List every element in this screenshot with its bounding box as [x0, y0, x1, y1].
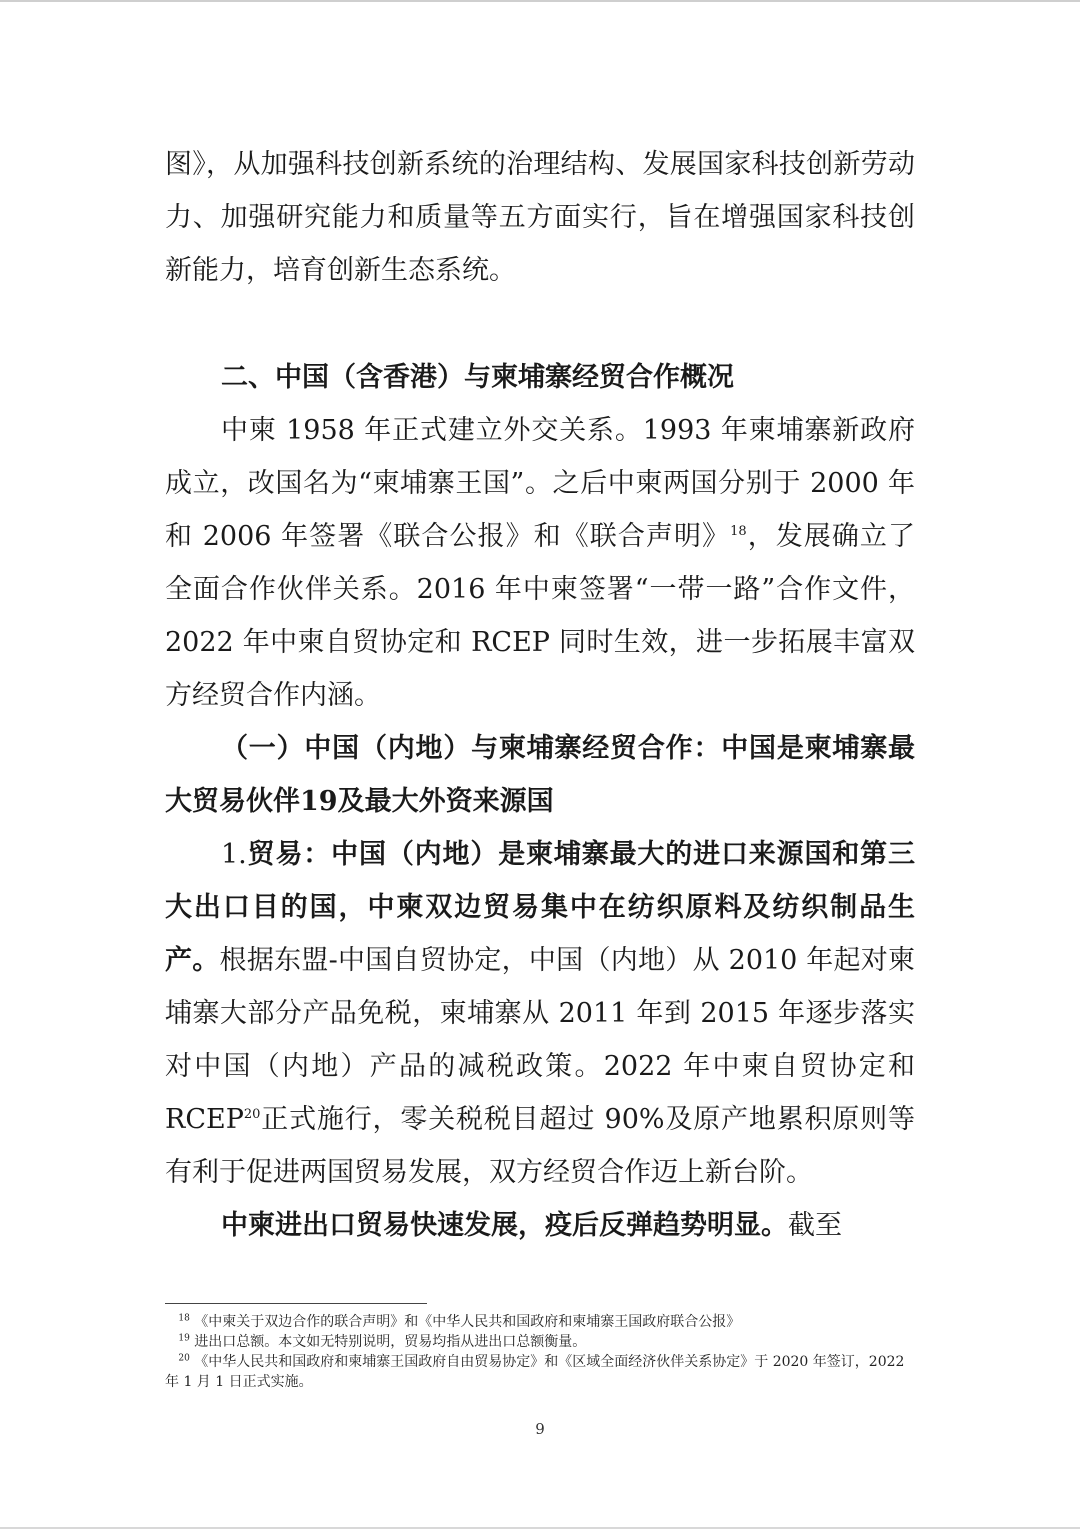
- document-body: [165, 138, 915, 1252]
- bottom-border: [0, 1527, 1080, 1529]
- paragraph-text: 截至: [788, 1210, 842, 1241]
- footnote-number: 18: [178, 1313, 190, 1324]
- section-heading: 二、中国（含香港）与柬埔寨经贸合作概况: [221, 362, 734, 393]
- paragraph-diplomatic-relations: [165, 404, 915, 722]
- paragraph-text: 中柬 1958 年正式建立外交关系。1993 年柬埔寨新政府成立，改国名为“柬埔寨王国”。之后中柬两国分别于 2000 年和 2006 年签署《联合公报》和《联合声明》: [165, 415, 915, 552]
- trade-growth-lead: 中柬进出口贸易快速发展，疫后反弹趋势明显。: [221, 1210, 788, 1241]
- footnote-text: 进出口总额。本文如无特别说明，贸易均指从进出口总额衡量。: [194, 1334, 587, 1350]
- subsection-heading: （一）中国（内地）与柬埔寨经贸合作：中国是柬埔寨最大贸易伙伴19及最大外资来源国: [165, 733, 915, 817]
- footnote-ref-18: 18: [730, 524, 747, 539]
- footnote-number: 19: [178, 1333, 190, 1344]
- paragraph-text: ，发展确立了全面合作伙伴关系。2016 年中柬签署“一带一路”合作文件，2022 年中柬自贸协定和 RCEP 同时生效，进一步拓展丰富双方经贸合作内涵。: [165, 521, 915, 711]
- footnote-20: [165, 1352, 915, 1392]
- footnote-text: 《中华人民共和国政府和柬埔寨王国政府自由贸易协定》和《区域全面经济伙伴关系协定》于 2020 年签订，2022 年 1 月 1 日正式实施。: [165, 1354, 905, 1390]
- paragraph-text: 正式施行，零关税税目超过 90%及原产地累积原则等有利于促进两国贸易发展，双方经贸合作迈上新台阶。: [165, 1104, 915, 1188]
- paragraph-continued: 图》，从加强科技创新系统的治理结构、发展国家科技创新劳动力、加强研究能力和质量等五方面实行，旨在增强国家科技创新能力，培育创新生态系统。: [165, 149, 915, 286]
- footnote-separator: [165, 1303, 427, 1304]
- paragraph-trade-growth: [165, 1199, 915, 1252]
- page-number: 9: [535, 1420, 545, 1438]
- paragraph-text: 根据东盟-中国自贸协定，中国（内地）从 2010 年起对柬埔寨大部分产品免税，柬埔寨从 2011 年到 2015 年逐步落实对中国（内地）产品的减税政策。2022 年中柬自贸协定和 RCEP: [165, 945, 916, 1135]
- item-number: 1.: [221, 839, 247, 870]
- paragraph-trade: [165, 828, 915, 1199]
- footnote-text: 《中柬关于双边合作的联合声明》和《中华人民共和国政府和柬埔寨王国政府联合公报》: [194, 1314, 741, 1330]
- footnotes: [165, 1303, 915, 1392]
- footnote-18: [165, 1312, 915, 1332]
- top-border: [0, 0, 1080, 2]
- footnote-number: 20: [178, 1353, 190, 1364]
- footnote-ref-20: 20: [243, 1107, 261, 1122]
- trade-lead-sentence: 贸易：中国（内地）是柬埔寨最大的进口来源国和第三大出口目的国，中柬双边贸易集中在纺织原料及纺织制品生产。: [165, 839, 915, 976]
- footnote-19: [165, 1332, 915, 1352]
